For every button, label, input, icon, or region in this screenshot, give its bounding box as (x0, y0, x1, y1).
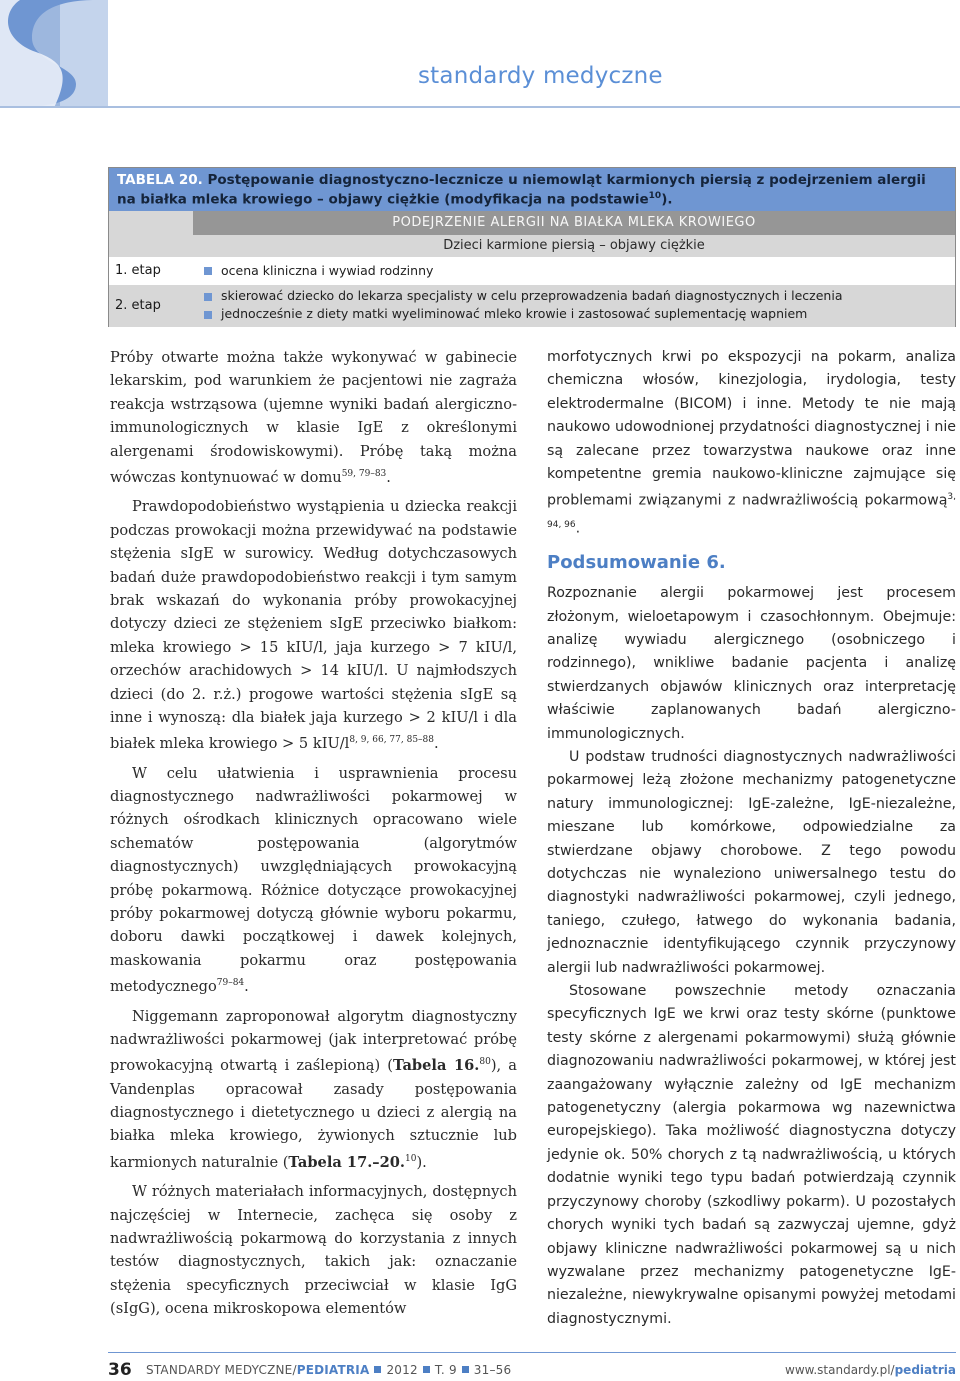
journal-title: standardy medyczne (418, 63, 663, 89)
footer-url-link[interactable] (785, 1363, 956, 1377)
citation: 79–84 (216, 978, 245, 989)
footer-section: PEDIATRIA (296, 1363, 370, 1377)
citation: 3, 94, 96 (547, 492, 956, 530)
bullet-icon (204, 293, 212, 301)
paragraph-text: ). (416, 1153, 427, 1171)
paragraph-text: Próby otwarte można także wykonywać w gabinecie lekarskim, pod warunkiem że pacjentowi nie zagraża reakcja wstrząsowa (ujemne wyniki badań alergiczno-immunologicznych w klasie IgE z określonymi alergenami środowiskowymi). Próbę taką można wówczas kontynuować w domu (110, 349, 517, 486)
stage-label: 2. etap (115, 298, 161, 313)
paragraph: morfotycznych krwi po ekspozycji na pokarm, analiza chemiczna włosów, kinezjologia, irydologia, testy elektrodermalne (BICOM) i inne. Metody te nie mają naukowo udowodnionej przydatności diagnostycznej i nie są zalecane przez towarzystwa naukowe oraz inne kompetentne gremia naukowo-kliniczne zajmujące się problemami związanymi z nadwrażliwością pokarmową$^{3, 94, 96}$. (547, 349, 956, 537)
footer-volume: T. 9 (434, 1363, 457, 1377)
journal-logo-icon (0, 0, 108, 108)
footer-pages: 31–56 (473, 1363, 512, 1377)
table-header-main: PODEJRZENIE ALERGII NA BIAŁKA MLEKA KROWIEGO (193, 211, 955, 235)
paragraph: Prawdopodobieństwo wystąpienia u dziecka reakcji podczas prowokacji można przewidywać na podstawie stężenia sIgE w surowicy. Według dotychczasowych badań duże prawdopodobieństwo reakcji i tym samym brak wskazań do wykonania próby prowokacyjnej dotyczy dzieci ze stężeniem sIgE przeciwko białkom: mleka krowiego > 15 kIU/l, jaja kurzego > 7 kIU/l, orzechów arachidowych > 14 kIU/l. U najmłodszych dzieci (do 2. r.ż.) progowe wartości stężenia sIgE są inne i wynoszą: dla białek jaja kurzego > 2 kIU/l i dla białek mleka krowiego > 5 kIU/$l^{8, 9, 66, 77, 85-88}$. (110, 498, 517, 753)
footer-journal: STANDARDY MEDYCZNE/ (146, 1363, 297, 1377)
paragraph: W celu ułatwienia i usprawnienia procesu diagnostycznego nadwrażliwości pokarmowej w różnych ośrodkach klinicznych opracowano wiele schematów postępowania (algorytmów diagnostycznych) uwzględniających prowokacyjną próbę pokarmową. Różnice dotyczące prowokacyjnej próby pokarmowej dotyczą głównie wyboru pokarmu, doboru dawki początkowej i dawek kolejnych, maskowania pokarmu oraz postępowania metodycznego$^{79-84}$. (110, 764, 517, 996)
square-separator-icon (374, 1366, 381, 1373)
paragraph-text: Niggemann zaproponował algorytm diagnostyczny nadwrażliwości pokarmowej (jak interpretować próbę prowokacyjną otwartą i zaślepioną) ( (110, 1007, 517, 1075)
right-column (547, 346, 956, 1331)
section-heading: Podsumowanie 6. (547, 551, 726, 573)
footer-citation (146, 1363, 511, 1377)
paragraph: Stosowane powszechnie metody oznaczania specyficznych IgE we krwi oraz testy skórne (punktowe testy skórne z alergenami pokarmowymi) służą głównie diagnozowaniu nadwrażliwości pokarmowej, w której jest zaangażowany wyłącznie zależny od IgE mechanizm patogenetyczny (alergia pokarmowa wg nazewnictwa europejskiego). Taka możliwość diagnostyczna dotyczy jedynie ok. 50% chorych z tą nadwrażliwością, u których dodatnie wyniki tego typu badań potwierdzają czynnik przyczynowy choroby (szkodliwy pokarm). U pozostałych chorych wyniki tych badań są zazwyczaj ujemne, gdyż objawy kliniczne nadwrażliwości pokarmowej są u nich wyzwalane przez mechanizmy patogenetyczne IgE-niezależne, niewykrywalne opisanymi powyżej metodami diagnostycznymi. (547, 983, 956, 1327)
table-stub-header (109, 211, 193, 257)
square-separator-icon (462, 1366, 469, 1373)
table-header-sub: Dzieci karmione piersią – objawy ciężkie (193, 235, 955, 257)
paragraph: Rozpoznanie alergii pokarmowej jest procesem złożonym, wieloetapowym i czasochłonnym. Obejmuje: analizę wywiadu alergicznego (osobniczego i rodzinnego), wnikliwe badanie pacjenta i analizę stwierdzanych objawów klinicznych oraz interpretację właściwie zaplanowanych badań alergiczno-immunologicznych. (547, 585, 956, 742)
table-label: TABELA 20. (117, 172, 203, 188)
header-divider (0, 106, 960, 108)
bullet-icon (204, 267, 212, 275)
page-number: 36 (108, 1360, 132, 1380)
table-row (109, 257, 955, 285)
stage-label: 1. etap (115, 263, 161, 278)
citation: 8, 9, 66, 77, 85–88 (349, 735, 434, 746)
left-column (110, 346, 517, 1327)
table-cell: jednocześnie z diety matki wyeliminować mleko krowie i zastosować suplementację wapniem (221, 306, 808, 321)
citation: 59, 79–83 (341, 469, 387, 480)
paragraph: U podstaw trudności diagnostycznych nadwrażliwości pokarmowej leżą złożone mechanizmy patogenetyczne natury immunologicznej: IgE-zależne, IgE-niezależne, mieszane lub komórkowe, odpowiedzialne za stwierdzane objawy chorobowe. Z tego powodu dotychczas nie wynaleziono uniwersalnego testu do diagnostyki nadwrażliwości pokarmowej, czyli jednego, taniego, czułego, łatwego do wykonania badania, jednoznacznie identyfikującego czynnik przyczynowy alergii lub nadwrażliwości pokarmowej. (547, 748, 956, 976)
paragraph-text: W celu ułatwienia i usprawnienia procesu diagnostycznego nadwrażliwości pokarmowej w różnych ośrodkach klinicznych opracowano wiele schematów postępowania (algorytmów diagnostycznych) uwzględniających prowokacyjną próbę pokarmową. Różnice dotyczące prowokacyjnej próby pokarmowej dotyczą głównie wyboru pokarmu, doboru dawki początkowej i dawek kolejnych, maskowania pokarmu oraz postępowania metodycznego (110, 764, 517, 996)
paragraph: Próby otwarte można także wykonywać w gabinecie lekarskim, pod warunkiem że pacjentowi nie zagraża reakcja wstrząsowa (ujemne wyniki badań alergiczno-immunologicznych w klasie IgE z określonymi alergenami środowiskowymi). Próbę taką można wówczas kontynuować w domu$^{59, 79-83}$. (110, 349, 517, 486)
footer-divider (108, 1352, 956, 1353)
table-reference: Tabela 17.–20. (288, 1153, 405, 1171)
citation: 10 (405, 1153, 417, 1164)
citation: 80 (479, 1057, 491, 1068)
paragraph-text: morfotycznych krwi po ekspozycji na pokarm, analiza chemiczna włosów, kinezjologia, irydologia, testy elektrodermalne (BICOM) i inne. Metody te nie mają naukowo udowodnionej przydatności diagnostycznej i nie są zalecane przez towarzystwa naukowe oraz inne kompetentne gremia naukowo-kliniczne zajmujące się problemami związanymi z nadwrażliwością pokarmową (547, 349, 956, 510)
paragraph (110, 1005, 517, 1175)
paragraph-text: Prawdopodobieństwo wystąpienia u dziecka reakcji podczas prowokacji można przewidywać na podstawie stężenia sIgE w surowicy. Według dotychczasowych badań duże prawdopodobieństwo reakcji i tym samym brak wskazań do wykonania próby prowokacyjnej dotyczy dzieci ze stężeniem sIgE przeciwko białkom: mleka krowiego > 15 kIU/l, jaja kurzego > 7 kIU/l, orzechów arachidowych > 14 kIU/l. U najmłodszych dzieci (do 2. r.ż.) progowe wartości stężenia sIgE są inne i wynoszą: dla białek jaja kurzego > 2 kIU/l i dla białek mleka krowiego > 5 kIU/l (110, 498, 517, 753)
table-title-end: ). (661, 191, 673, 208)
table-row (109, 285, 955, 327)
table-cell: ocena kliniczna i wywiad rodzinny (221, 263, 434, 278)
table-cell: skierować dziecko do lekarza specjalisty w celu przeprowadzenia badań diagnostycznych i leczenia (221, 288, 843, 303)
footer-year: 2012 (386, 1363, 418, 1377)
paragraph (110, 1180, 517, 1320)
paragraph-text: W różnych materiałach informacyjnych, dostępnych najczęściej w Internecie, zachęca się osoby z nadwrażliwością pokarmową do korzystania z innych testów diagnostycznych, takich jak: oznaczanie stężenia specyficznych przeciwciał w klasie IgG (sIgG), ocena mikroskopowa elementów (110, 1183, 517, 1318)
table-reference: Tabela 16. (393, 1057, 480, 1075)
paragraph-text: ), a Vandenplas opracował zasady postępowania diagnostycznego i dietetycznego u dzieci z alergią na białka mleka krowiego, żywionych sztucznie lub karmionych naturalnie ( (110, 1057, 517, 1171)
table-title-ref: 10 (648, 191, 662, 201)
table-20 (108, 167, 956, 327)
bullet-icon (204, 311, 212, 319)
square-separator-icon (423, 1366, 430, 1373)
footer-url-section: pediatria (894, 1363, 956, 1377)
footer-url-base: www.standardy.pl/ (785, 1363, 895, 1377)
table-caption (109, 168, 955, 211)
table-title: Postępowanie diagnostyczno-lecznicze u niemowląt karmionych piersią z podejrzeniem alergii na białka mleka krowiego – objawy ciężkie (modyfikacja na podstawie (117, 172, 926, 208)
